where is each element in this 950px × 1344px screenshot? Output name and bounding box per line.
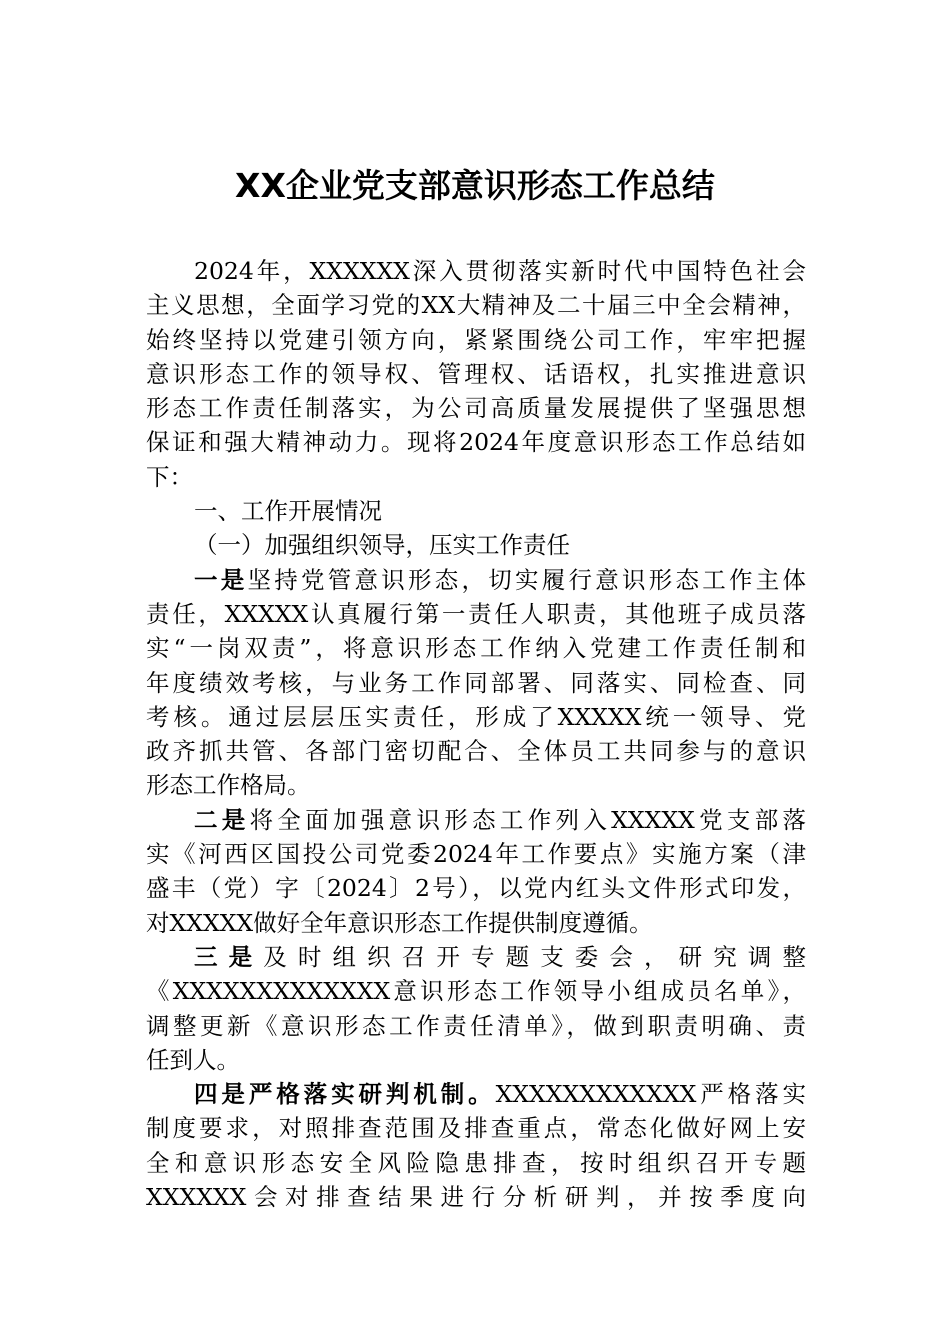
paragraph-lead: 三是 bbox=[194, 942, 264, 971]
paragraph-lead: 四是严格落实研判机制。 bbox=[194, 1080, 496, 1109]
paragraph-line: 对XXXXX做好全年意识形态工作提供制度遵循。 bbox=[146, 908, 653, 937]
paragraph-lead: 一是 bbox=[194, 565, 248, 594]
intro-line: 始终坚持以党建引领方向，紧紧围绕公司工作，牢牢把握 bbox=[146, 325, 806, 354]
section-heading: 一、工作开展情况 bbox=[194, 497, 382, 526]
intro-line: 形态工作责任制落实，为公司高质量发展提供了坚强思想 bbox=[146, 394, 806, 423]
paragraph-line: 全和意识形态安全风险隐患排查，按时组织召开专题 bbox=[146, 1148, 806, 1177]
paragraph-line: 责任，XXXXX认真履行第一责任人职责，其他班子成员落 bbox=[146, 599, 806, 628]
paragraph-line: 考核。通过层层压实责任，形成了XXXXX统一领导、党 bbox=[146, 702, 806, 731]
paragraph-first-line bbox=[146, 803, 806, 837]
paragraph-line: 制度要求，对照排查范围及排查重点，常态化做好网上安 bbox=[146, 1114, 806, 1143]
paragraph-first-line bbox=[146, 940, 806, 974]
intro-line: 2024年，XXXXXX深入贯彻落实新时代中国特色社会 bbox=[194, 257, 806, 285]
document-title: XX企业党支部意识形态工作总结 bbox=[235, 166, 715, 205]
paragraph-line: 年度绩效考核，与业务工作同部署、同落实、同检查、同 bbox=[146, 668, 806, 697]
paragraph-line: 任到人。 bbox=[146, 1045, 240, 1074]
paragraph-line: XXXXXX会对排查结果进行分析研判，并按季度向 bbox=[146, 1183, 806, 1212]
paragraph-line: 实《河西区国投公司党委2024年工作要点》实施方案（津 bbox=[146, 840, 806, 869]
paragraph-line: 盛丰（党）字〔2024〕2号），以党内红头文件形式印发， bbox=[146, 874, 806, 903]
paragraph-lead: 二是 bbox=[194, 805, 250, 834]
paragraph-text: 及时组织召开专题支委会，研究调整 bbox=[263, 942, 807, 971]
paragraph-line: 实“一岗双责”，将意识形态工作纳入党建工作责任制和 bbox=[146, 634, 806, 663]
intro-line: 下： bbox=[146, 462, 193, 491]
document-body bbox=[146, 254, 806, 1214]
paragraph-line: 政齐抓共管、各部门密切配合、全体员工共同参与的意识 bbox=[146, 737, 806, 766]
paragraph-line: 形态工作格局。 bbox=[146, 771, 311, 800]
intro-line: 主义思想，全面学习党的XX大精神及二十届三中全会精神， bbox=[146, 291, 806, 320]
paragraph-text: XXXXXXXXXXXX严格落实 bbox=[495, 1080, 807, 1109]
paragraph-line: 调整更新《意识形态工作责任清单》，做到职责明确、责 bbox=[146, 1011, 806, 1040]
paragraph-text: 将全面加强意识形态工作列入XXXXX党支部落 bbox=[249, 805, 807, 834]
paragraph-text: 坚持党管意识形态，切实履行意识形态工作主体 bbox=[247, 565, 806, 594]
intro-line: 意识形态工作的领导权、管理权、话语权，扎实推进意识 bbox=[146, 359, 806, 388]
paragraph-first-line bbox=[146, 563, 806, 597]
subsection-heading: （一）加强组织领导，压实工作责任 bbox=[194, 531, 570, 560]
intro-line: 保证和强大精神动力。现将2024年度意识形态工作总结如 bbox=[146, 428, 806, 457]
paragraph-first-line bbox=[146, 1077, 806, 1111]
paragraph-line: 《XXXXXXXXXXXXX意识形态工作领导小组成员名单》， bbox=[146, 977, 806, 1006]
